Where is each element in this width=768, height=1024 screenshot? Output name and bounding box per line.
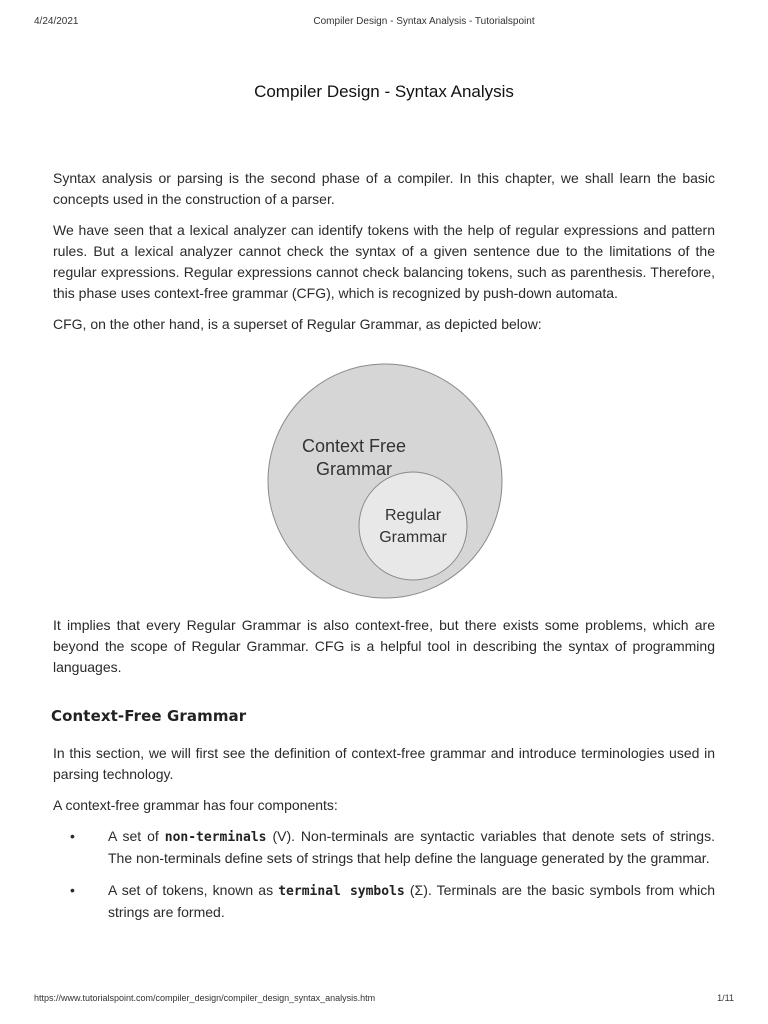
bullet-icon: • xyxy=(70,882,75,898)
item-text-after: (Σ). Terminals are the basic symbols from which strings are formed. xyxy=(108,882,715,920)
print-footer xyxy=(34,993,734,1007)
item-text-after: (V). Non-terminals are syntactic variables that denote sets of strings. The non-terminals define sets of strings that help define the language generated by the grammar. xyxy=(108,828,715,866)
page-url[interactable]: https://www.tutorialspoint.com/compiler_design/compiler_design_syntax_analysis.htm xyxy=(34,993,376,1003)
term-non-terminals: non-terminals xyxy=(164,830,267,845)
print-title: Compiler Design - Syntax Analysis - Tutorialspoint xyxy=(313,16,535,27)
paragraph-lexical: We have seen that a lexical analyzer can identify tokens with the help of regular expressions and pattern rules. But a lexical analyzer cannot check the syntax of a given sentence due to the limitations of the regular expressions. Regular expressions cannot check balancing tokens, such as parenthesis. Therefore, this phase uses context-free grammar (CFG), which is recognized by push-down automata. xyxy=(53,222,715,301)
term-terminal-symbols: terminal symbols xyxy=(278,884,405,899)
cfg-label-line1: Context Free xyxy=(301,436,407,456)
page-number: 1/11 xyxy=(717,993,734,1003)
regular-grammar-circle xyxy=(359,472,467,580)
section-intro: In this section, we will first see the definition of context-free grammar and introduce terminologies used in parsing technology. xyxy=(53,745,715,782)
item-text-before: A set of tokens, known as xyxy=(108,882,279,898)
grammar-venn-diagram xyxy=(53,359,715,615)
venn-svg xyxy=(53,359,715,615)
regular-label-line2: Grammar xyxy=(379,529,447,546)
article-body xyxy=(53,168,715,934)
paragraph-intro: Syntax analysis or parsing is the second phase of a compiler. In this chapter, we shall learn the basic concepts used in the construction of a parser. xyxy=(53,170,715,207)
paragraph-implication: It implies that every Regular Grammar is also context-free, but there exists some problems, which are beyond the scope of Regular Grammar. CFG is a helpful tool in describing the syntax of programming languages. xyxy=(53,617,715,675)
print-header xyxy=(34,16,734,30)
bullet-icon: • xyxy=(70,828,75,844)
list-item xyxy=(53,826,715,869)
print-date: 4/24/2021 xyxy=(34,16,79,27)
print-title-wrap xyxy=(34,16,734,27)
page-title: Compiler Design - Syntax Analysis xyxy=(254,82,514,101)
regular-label-line1: Regular xyxy=(384,507,442,524)
item-text-before: A set of xyxy=(108,828,165,844)
section-heading: Context-Free Grammar xyxy=(51,707,247,725)
components-list xyxy=(53,826,715,923)
paragraph-superset: CFG, on the other hand, is a superset of Regular Grammar, as depicted below: xyxy=(53,316,542,332)
section-lead: A context-free grammar has four components: xyxy=(53,797,338,813)
cfg-label-line2: Grammar xyxy=(316,459,392,479)
list-item xyxy=(53,880,715,923)
